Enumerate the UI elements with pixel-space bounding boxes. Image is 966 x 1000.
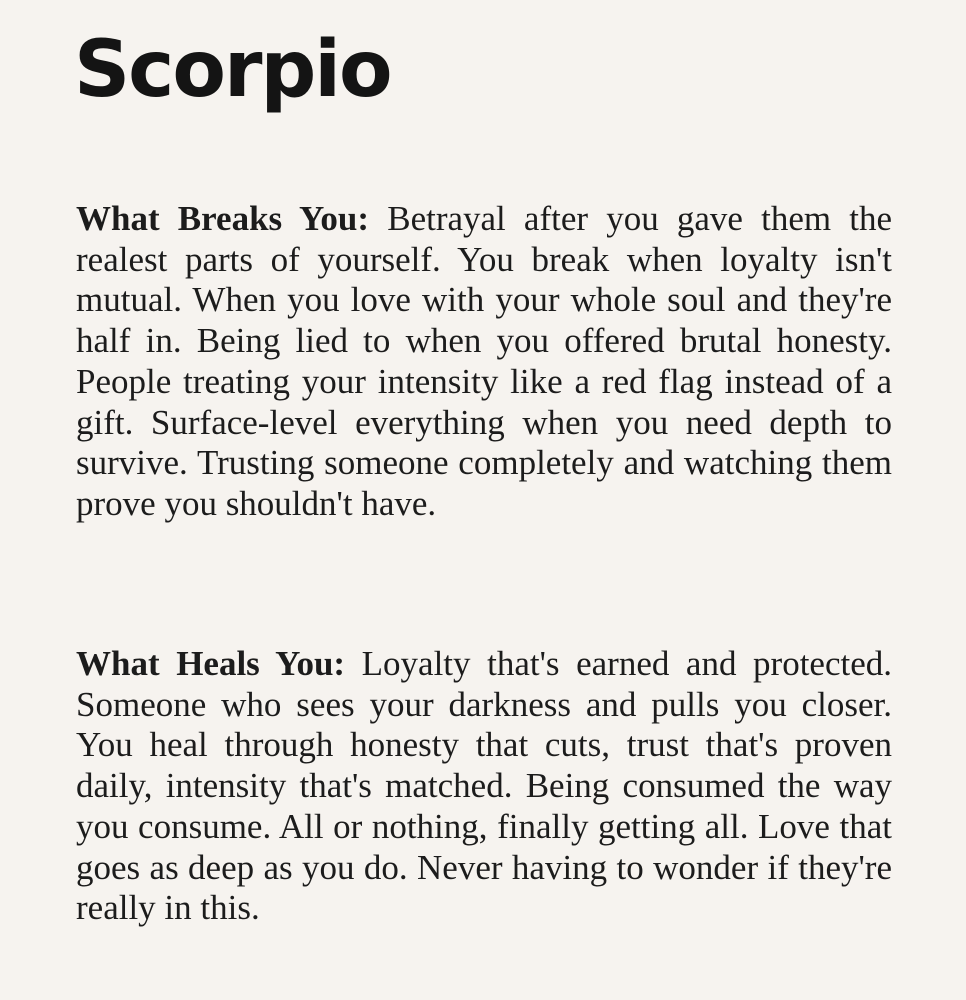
- what-breaks-you-section: [76, 199, 892, 525]
- section-label: What Heals You:: [76, 644, 346, 683]
- what-heals-you-section: [76, 644, 892, 929]
- page-title: Scorpio: [74, 25, 391, 115]
- section-label: What Breaks You:: [76, 199, 370, 238]
- section-text: Loyalty that's earned and protected. Someone who sees your darkness and pulls you closer. You heal through honesty that cuts, trust that's proven daily, intensity that's matched. Being consumed the way you consume. All or nothing, finally getting all. Love that goes as deep as you do. Never having to wonder if they're really in this.: [76, 644, 892, 928]
- section-text: Betrayal after you gave them the realest parts of yourself. You break when loyalty isn't mutual. When you love with your whole soul and they're half in. Being lied to when you offered brutal honesty. People treating your intensity like a red flag instead of a gift. Surface-level everything when you need depth to survive. Trusting someone completely and watching them prove you shouldn't have.: [76, 199, 893, 523]
